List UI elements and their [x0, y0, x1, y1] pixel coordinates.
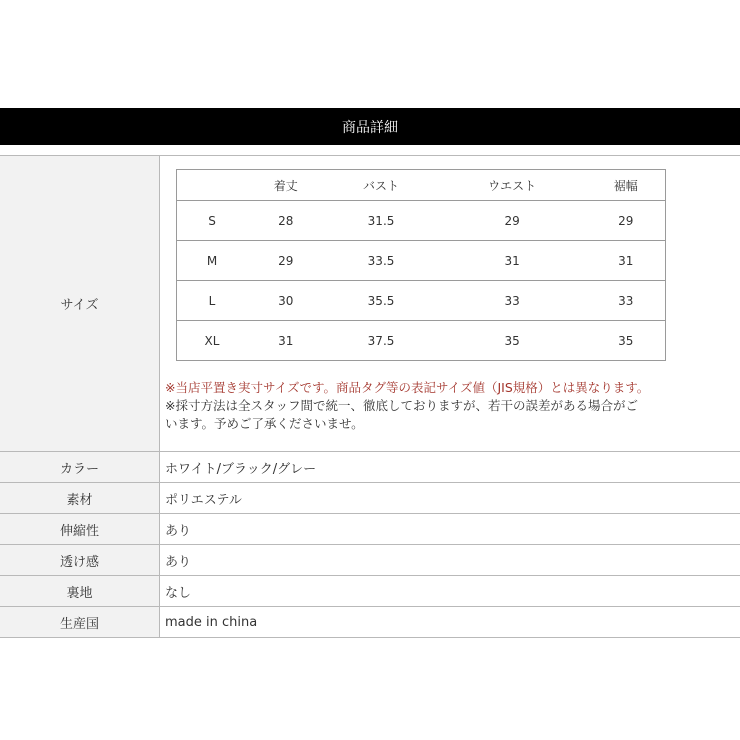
size-chart-cell: 31 [587, 241, 666, 281]
detail-label: 裏地 [0, 576, 160, 606]
detail-row-lining [0, 576, 740, 607]
detail-label: 素材 [0, 483, 160, 513]
detail-value: なし [165, 585, 192, 601]
detail-row-stretch [0, 514, 740, 545]
size-chart-cell: 35.5 [324, 281, 437, 321]
size-chart-cell: 33.5 [324, 241, 437, 281]
size-chart-cell: 33 [587, 281, 666, 321]
size-value [160, 156, 740, 451]
size-chart-table [176, 169, 666, 361]
size-note-warning: ※当店平置き実寸サイズです。商品タグ等の表記サイズ値（JIS規格）とは異なります。 [165, 380, 650, 395]
size-chart-cell: 30 [247, 281, 324, 321]
detail-row-sheerness [0, 545, 740, 576]
detail-row-origin [0, 607, 740, 638]
detail-label: 生産国 [0, 607, 160, 637]
size-note-measurement-cont: います。予めご了承くださいませ。 [165, 416, 364, 431]
product-details-table [0, 155, 740, 638]
size-chart-header-length: 着丈 [247, 170, 324, 201]
size-chart-cell: 29 [247, 241, 324, 281]
size-chart-cell: 29 [438, 201, 587, 241]
size-chart-cell: 37.5 [367, 333, 395, 348]
detail-value: made in china [165, 614, 258, 630]
size-chart-cell: 31.5 [324, 201, 437, 241]
size-chart-header-bust: バスト [324, 170, 437, 201]
size-chart-row-s [177, 201, 666, 241]
detail-value: あり [165, 523, 192, 539]
detail-value: あり [165, 554, 192, 570]
size-row [0, 156, 740, 452]
detail-label: カラー [0, 452, 160, 482]
detail-value: ポリエステル [165, 492, 242, 508]
size-chart-cell: 35 [618, 333, 634, 348]
size-chart-cell: 31 [278, 333, 294, 348]
size-chart-row-xl [177, 321, 666, 361]
size-chart-cell: M [177, 241, 248, 281]
size-chart-cell: L [177, 281, 248, 321]
detail-row-material [0, 483, 740, 514]
header-title: 商品詳細 [342, 119, 398, 136]
size-chart-header-waist: ウエスト [438, 170, 587, 201]
detail-row-color [0, 452, 740, 483]
detail-label: 透け感 [0, 545, 160, 575]
product-details-header [0, 108, 740, 145]
size-chart-cell: 28 [247, 201, 324, 241]
size-chart-header-corner [177, 170, 248, 201]
size-chart-cell: S [177, 201, 248, 241]
size-chart-header-hem-width: 裾幅 [587, 170, 666, 201]
size-chart-cell: XL [204, 333, 220, 348]
size-chart-header-row [177, 170, 666, 201]
size-chart-cell: 33 [438, 281, 587, 321]
size-notes [165, 379, 740, 433]
size-chart-row-l [177, 281, 666, 321]
size-note-measurement: ※採寸方法は全スタッフ間で統一、徹底しておりますが、若干の誤差がある場合がご [165, 398, 638, 413]
size-chart-cell: 31 [438, 241, 587, 281]
size-label: サイズ [0, 156, 160, 451]
detail-value: ホワイト/ブラック/グレー [165, 461, 317, 477]
size-chart-cell: 29 [587, 201, 666, 241]
size-chart-cell: 35 [504, 333, 520, 348]
size-chart-row-m [177, 241, 666, 281]
detail-label: 伸縮性 [0, 514, 160, 544]
